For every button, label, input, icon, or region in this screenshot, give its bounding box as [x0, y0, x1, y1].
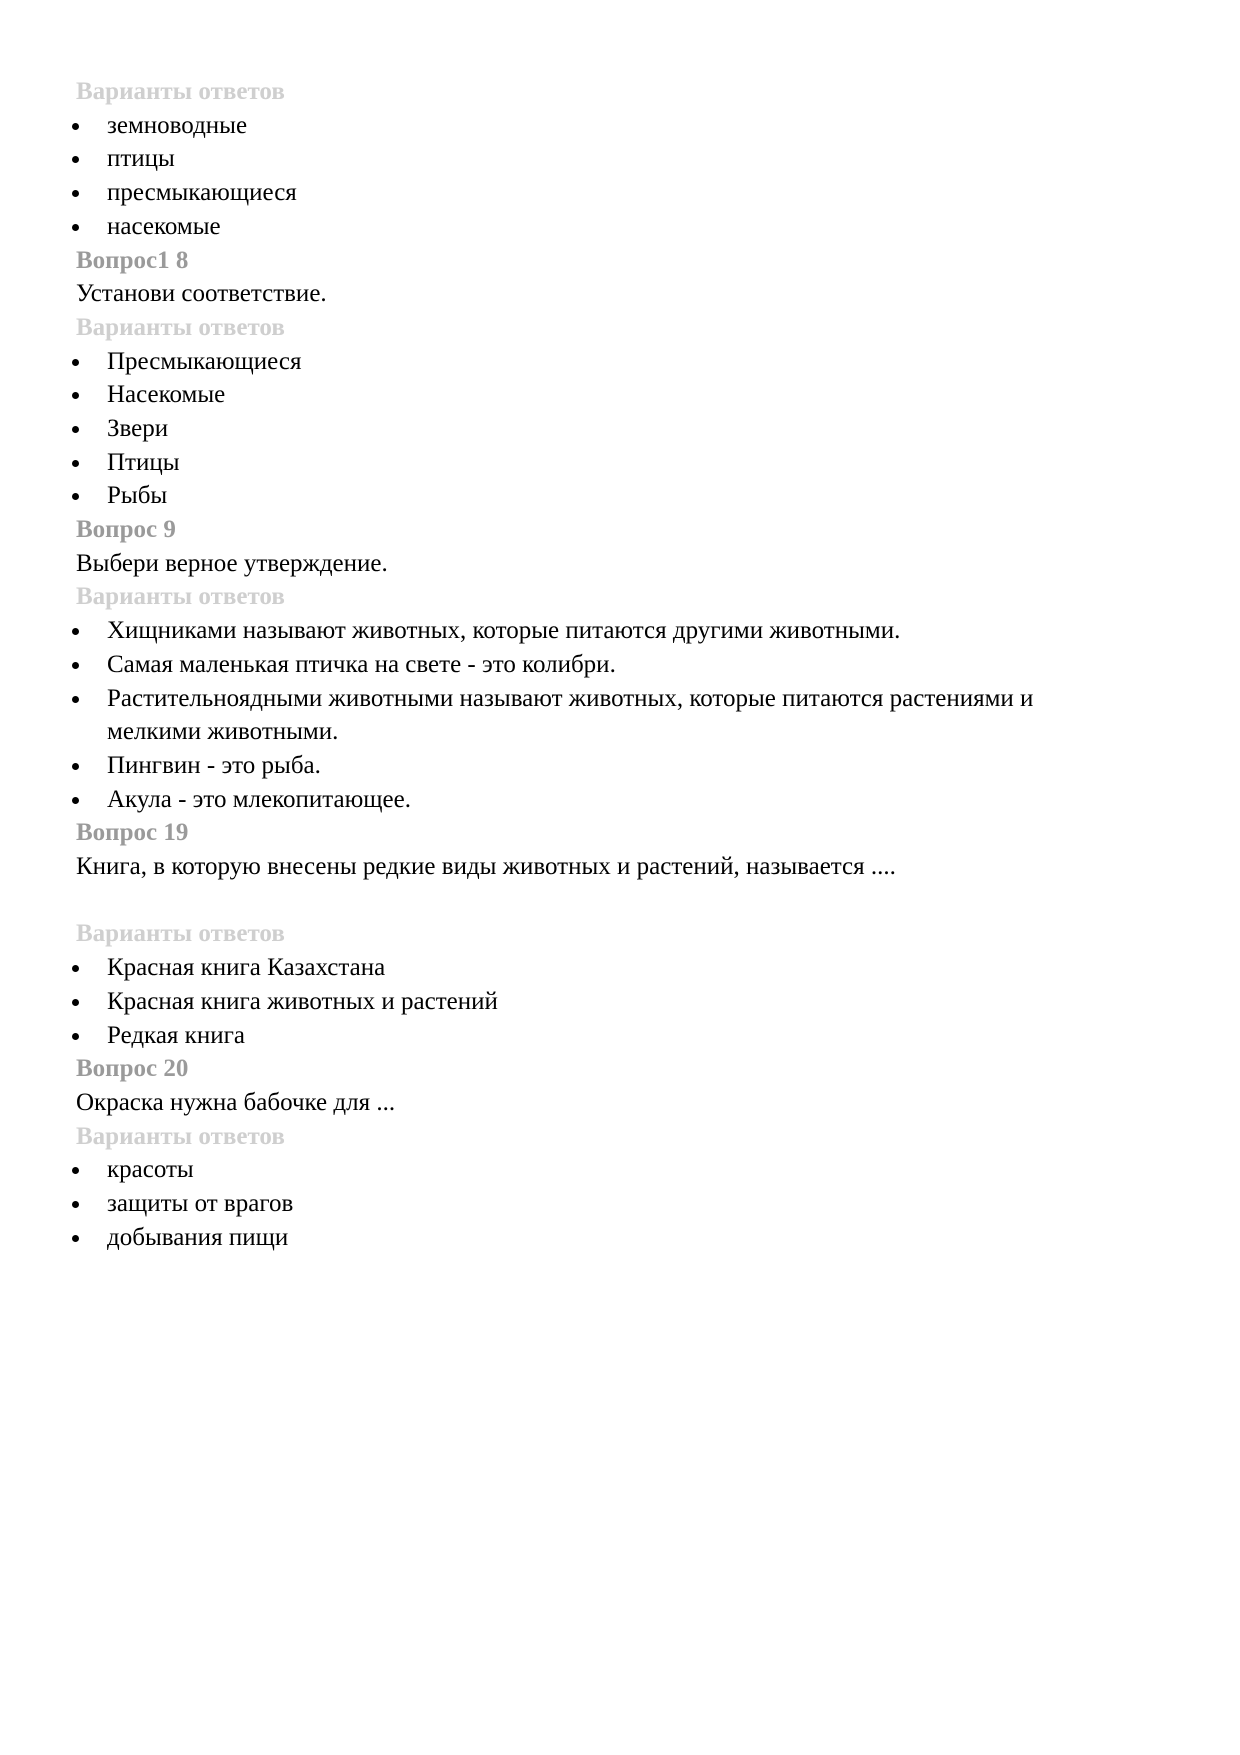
answer-option: Акула - это млекопитающее.	[76, 783, 1176, 817]
answers-label: Варианты ответов	[76, 313, 285, 341]
answers-label: Варианты ответов	[76, 920, 285, 948]
question-text: Окраска нужна бабочке для ...	[76, 1088, 396, 1116]
answer-option: Звери	[76, 412, 1176, 446]
answer-option: Редкая книга	[76, 1019, 1176, 1053]
answer-option: Насекомые	[76, 378, 1176, 412]
question-text: Выбери верное утверждение.	[76, 549, 388, 577]
answers-label: Варианты ответов	[76, 1122, 285, 1150]
answer-option: пресмыкающиеся	[76, 176, 1176, 210]
answer-options-list	[76, 345, 1176, 514]
answer-option: добывания пищи	[76, 1221, 1176, 1255]
answer-option: Пингвин - это рыба.	[76, 749, 1176, 783]
answer-option: Рыбы	[76, 479, 1176, 513]
answer-option: Пресмыкающиеся	[76, 345, 1176, 379]
document-page	[76, 75, 1176, 1254]
answer-options-list	[76, 614, 1176, 816]
answer-option: насекомые	[76, 210, 1176, 244]
answer-option: земноводные	[76, 109, 1176, 143]
answer-option: Красная книга Казахстана	[76, 951, 1176, 985]
answer-options-list	[76, 109, 1176, 244]
answers-label: Варианты ответов	[76, 583, 285, 611]
question-title: Вопрос 20	[76, 1055, 189, 1083]
answer-option: Красная книга животных и растений	[76, 985, 1176, 1019]
answer-option: Птицы	[76, 446, 1176, 480]
question-title: Вопрос1 8	[76, 246, 189, 274]
answer-options-list	[76, 951, 1176, 1052]
answer-option: защиты от врагов	[76, 1187, 1176, 1221]
answer-option: Самая маленькая птичка на свете - это колибри.	[76, 648, 1176, 682]
answer-options-list	[76, 1153, 1176, 1254]
answer-option: птицы	[76, 142, 1176, 176]
question-title: Вопрос 9	[76, 516, 176, 544]
question-text: Установи соответствие.	[76, 280, 327, 308]
answer-option: Растительноядными животными называют животных, которые питаются растениями и мелкими животными.	[76, 682, 1097, 749]
answer-option: Хищниками называют животных, которые питаются другими животными.	[76, 614, 1176, 648]
empty-line	[76, 884, 1176, 918]
answers-label: Варианты ответов	[76, 78, 285, 105]
question-text: Книга, в которую внесены редкие виды животных и растений, называется ....	[76, 853, 896, 881]
answer-option: красоты	[76, 1153, 1176, 1187]
question-title: Вопрос 19	[76, 819, 189, 847]
